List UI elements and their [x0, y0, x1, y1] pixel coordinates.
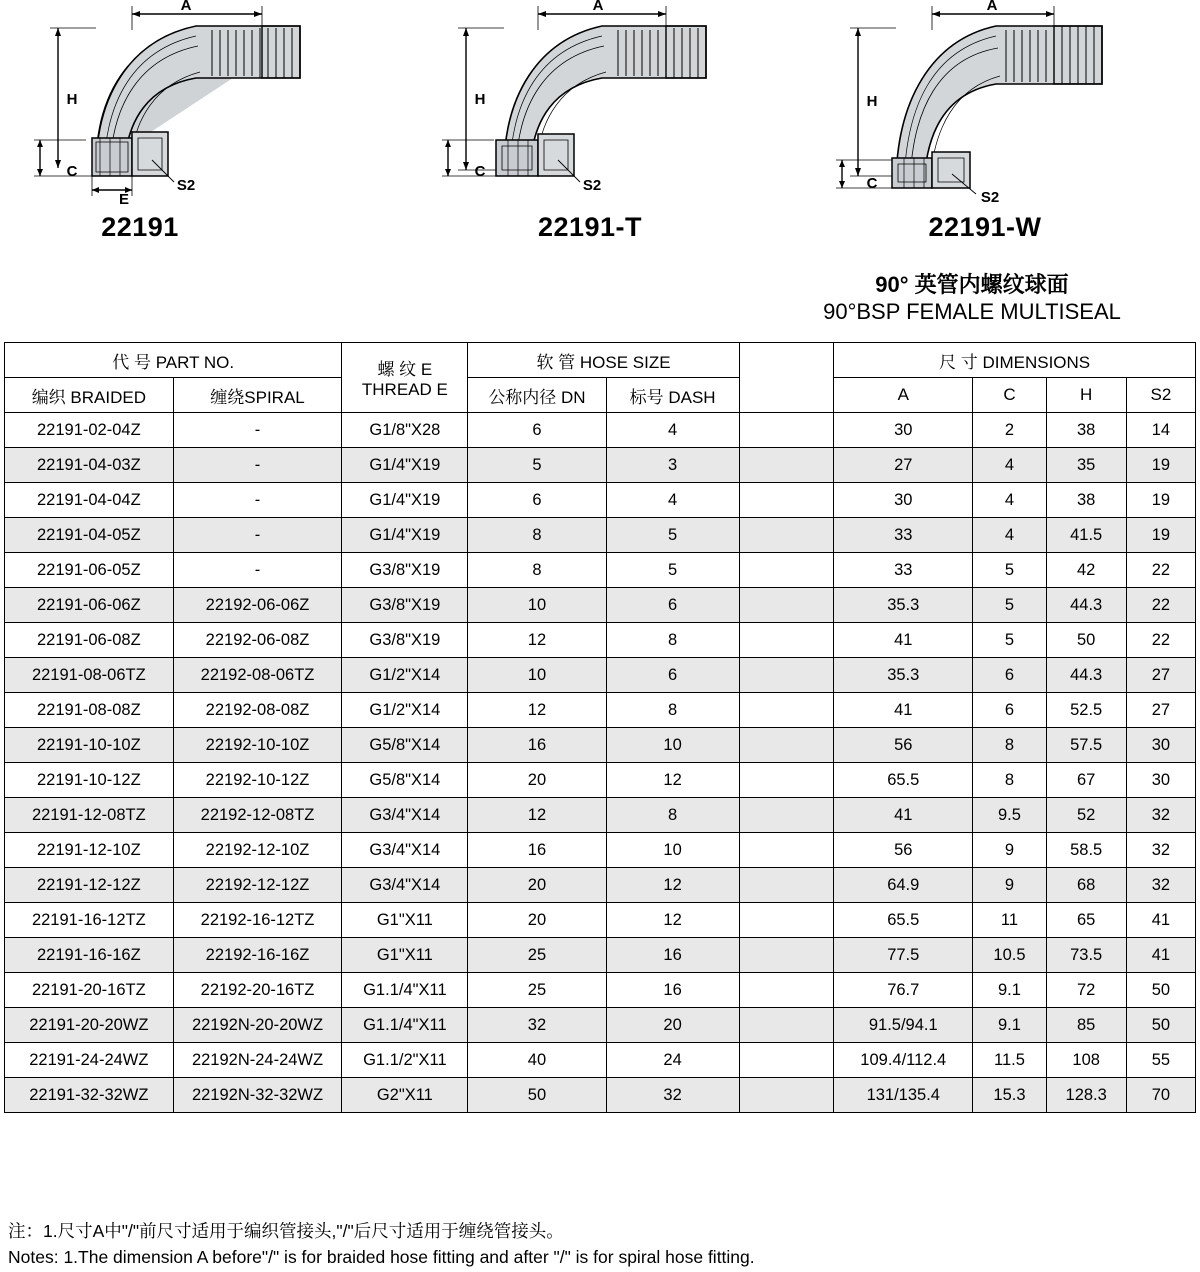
- cell-spacer: [739, 413, 834, 448]
- cell-braided: 22191-10-10Z: [5, 728, 174, 763]
- cell-spiral: 22192-12-08TZ: [173, 798, 342, 833]
- cell-a: 56: [834, 728, 973, 763]
- cell-c: 9.1: [973, 1008, 1046, 1043]
- cell-spacer: [739, 728, 834, 763]
- cell-s2: 22: [1126, 623, 1195, 658]
- cell-a: 109.4/112.4: [834, 1043, 973, 1078]
- cell-s2: 22: [1126, 553, 1195, 588]
- cell-a: 33: [834, 553, 973, 588]
- header-a: A: [834, 378, 973, 413]
- table-row: [5, 623, 1196, 658]
- cell-spacer: [739, 553, 834, 588]
- cell-thread: G3/4"X14: [342, 798, 468, 833]
- cell-a: 30: [834, 413, 973, 448]
- cell-s2: 70: [1126, 1078, 1195, 1113]
- cell-h: 50: [1046, 623, 1126, 658]
- cell-braided: 22191-06-06Z: [5, 588, 174, 623]
- cell-s2: 41: [1126, 903, 1195, 938]
- cell-h: 52.5: [1046, 693, 1126, 728]
- cell-spacer: [739, 1043, 834, 1078]
- cell-spiral: -: [173, 483, 342, 518]
- cell-dn: 8: [468, 518, 606, 553]
- cell-s2: 19: [1126, 448, 1195, 483]
- cell-dash: 5: [606, 518, 739, 553]
- cell-braided: 22191-08-08Z: [5, 693, 174, 728]
- header-thread-en: THREAD E: [361, 380, 448, 399]
- cell-h: 128.3: [1046, 1078, 1126, 1113]
- cell-s2: 41: [1126, 938, 1195, 973]
- note-cn: 注：1.尺寸A中"/"前尺寸适用于编织管接头,"/"后尺寸适用于缠绕管接头。: [8, 1221, 564, 1241]
- cell-dash: 12: [606, 903, 739, 938]
- cell-a: 41: [834, 623, 973, 658]
- cell-spiral: -: [173, 518, 342, 553]
- cell-spiral: -: [173, 553, 342, 588]
- table-row: [5, 693, 1196, 728]
- cell-thread: G1.1/4"X11: [342, 973, 468, 1008]
- cell-spacer: [739, 518, 834, 553]
- cell-s2: 32: [1126, 798, 1195, 833]
- cell-a: 131/135.4: [834, 1078, 973, 1113]
- header-dash: 标号 DASH: [606, 378, 739, 413]
- cell-thread: G1"X11: [342, 938, 468, 973]
- fitting-22191-illustration: [0, 0, 400, 212]
- cell-h: 67: [1046, 763, 1126, 798]
- cell-dash: 20: [606, 1008, 739, 1043]
- cell-dn: 16: [468, 728, 606, 763]
- cell-braided: 22191-06-08Z: [5, 623, 174, 658]
- cell-dn: 32: [468, 1008, 606, 1043]
- cell-c: 9: [973, 833, 1046, 868]
- header-dimensions: 尺 寸 DIMENSIONS: [834, 343, 1196, 378]
- cell-s2: 22: [1126, 588, 1195, 623]
- cell-thread: G3/8"X19: [342, 588, 468, 623]
- product-title-cn: 90° 英管内螺纹球面: [875, 272, 1069, 297]
- cell-c: 9.1: [973, 973, 1046, 1008]
- cell-braided: 22191-12-08TZ: [5, 798, 174, 833]
- table-row: [5, 728, 1196, 763]
- table-row: [5, 448, 1196, 483]
- cell-c: 9: [973, 868, 1046, 903]
- cell-spiral: 22192-20-16TZ: [173, 973, 342, 1008]
- dim-c-label: C: [866, 175, 878, 192]
- table-row: [5, 868, 1196, 903]
- cell-s2: 30: [1126, 728, 1195, 763]
- cell-spiral: -: [173, 448, 342, 483]
- cell-spacer: [739, 938, 834, 973]
- dim-a-label: A: [986, 0, 998, 14]
- cell-braided: 22191-08-06TZ: [5, 658, 174, 693]
- spec-table-head: [5, 343, 1196, 413]
- cell-c: 10.5: [973, 938, 1046, 973]
- dim-s2-label: S2: [582, 177, 602, 194]
- cell-thread: G1/4"X19: [342, 518, 468, 553]
- cell-h: 52: [1046, 798, 1126, 833]
- table-row: [5, 1078, 1196, 1113]
- cell-h: 73.5: [1046, 938, 1126, 973]
- cell-dash: 16: [606, 973, 739, 1008]
- cell-spiral: 22192-06-08Z: [173, 623, 342, 658]
- drawing-label-22191-t: 22191-T: [537, 212, 643, 242]
- cell-braided: 22191-04-04Z: [5, 483, 174, 518]
- cell-spacer: [739, 798, 834, 833]
- cell-thread: G1/8"X28: [342, 413, 468, 448]
- dim-a-label: A: [592, 0, 604, 14]
- product-title-en: 90°BSP FEMALE MULTISEAL: [823, 298, 1121, 324]
- notes-block: [8, 1218, 1192, 1271]
- cell-braided: 22191-20-16TZ: [5, 973, 174, 1008]
- cell-thread: G5/8"X14: [342, 728, 468, 763]
- cell-dn: 12: [468, 623, 606, 658]
- dim-h-label: H: [474, 91, 486, 108]
- cell-spacer: [739, 693, 834, 728]
- cell-a: 65.5: [834, 903, 973, 938]
- cell-spacer: [739, 903, 834, 938]
- cell-s2: 30: [1126, 763, 1195, 798]
- cell-a: 41: [834, 693, 973, 728]
- cell-s2: 32: [1126, 868, 1195, 903]
- cell-dn: 50: [468, 1078, 606, 1113]
- table-row: [5, 518, 1196, 553]
- cell-h: 65: [1046, 903, 1126, 938]
- cell-spiral: 22192-08-08Z: [173, 693, 342, 728]
- cell-thread: G1/2"X14: [342, 693, 468, 728]
- spec-table-sub-header-row: [5, 378, 1196, 413]
- cell-s2: 27: [1126, 658, 1195, 693]
- cell-dn: 8: [468, 553, 606, 588]
- cell-dash: 4: [606, 413, 739, 448]
- table-row: [5, 833, 1196, 868]
- cell-h: 72: [1046, 973, 1126, 1008]
- cell-h: 44.3: [1046, 588, 1126, 623]
- cell-dash: 6: [606, 658, 739, 693]
- cell-dash: 3: [606, 448, 739, 483]
- cell-thread: G1/2"X14: [342, 658, 468, 693]
- cell-spacer: [739, 623, 834, 658]
- table-row: [5, 588, 1196, 623]
- cell-spiral: 22192-12-12Z: [173, 868, 342, 903]
- cell-h: 38: [1046, 413, 1126, 448]
- cell-dash: 8: [606, 798, 739, 833]
- cell-spacer: [739, 448, 834, 483]
- cell-s2: 50: [1126, 973, 1195, 1008]
- cell-dn: 16: [468, 833, 606, 868]
- cell-s2: 14: [1126, 413, 1195, 448]
- cell-dash: 24: [606, 1043, 739, 1078]
- table-row: [5, 413, 1196, 448]
- cell-h: 44.3: [1046, 658, 1126, 693]
- cell-dash: 12: [606, 763, 739, 798]
- cell-dn: 10: [468, 588, 606, 623]
- cell-h: 68: [1046, 868, 1126, 903]
- cell-dash: 10: [606, 833, 739, 868]
- cell-dash: 12: [606, 868, 739, 903]
- cell-c: 6: [973, 658, 1046, 693]
- cell-h: 35: [1046, 448, 1126, 483]
- cell-a: 35.3: [834, 588, 973, 623]
- cell-dash: 8: [606, 693, 739, 728]
- cell-braided: 22191-16-12TZ: [5, 903, 174, 938]
- cell-dash: 6: [606, 588, 739, 623]
- table-row: [5, 903, 1196, 938]
- cell-spiral: 22192-16-12TZ: [173, 903, 342, 938]
- dim-c-label: C: [474, 163, 486, 180]
- cell-braided: 22191-20-20WZ: [5, 1008, 174, 1043]
- cell-thread: G1/4"X19: [342, 483, 468, 518]
- cell-spacer: [739, 1078, 834, 1113]
- cell-a: 30: [834, 483, 973, 518]
- cell-thread: G1.1/4"X11: [342, 1008, 468, 1043]
- spec-table: [4, 342, 1196, 1113]
- cell-spiral: 22192-10-10Z: [173, 728, 342, 763]
- cell-s2: 19: [1126, 518, 1195, 553]
- cell-dn: 12: [468, 798, 606, 833]
- table-row: [5, 483, 1196, 518]
- dim-s2-label: S2: [176, 177, 196, 194]
- cell-dash: 4: [606, 483, 739, 518]
- cell-h: 57.5: [1046, 728, 1126, 763]
- header-hose-size: 软 管 HOSE SIZE: [468, 343, 739, 378]
- cell-spiral: 22192N-32-32WZ: [173, 1078, 342, 1113]
- table-row: [5, 1008, 1196, 1043]
- cell-s2: 32: [1126, 833, 1195, 868]
- header-thread: [342, 343, 468, 413]
- cell-dn: 20: [468, 903, 606, 938]
- drawing-22191-t: [400, 0, 800, 320]
- cell-dash: 10: [606, 728, 739, 763]
- cell-spacer: [739, 868, 834, 903]
- cell-thread: G3/8"X19: [342, 623, 468, 658]
- cell-a: 33: [834, 518, 973, 553]
- cell-c: 5: [973, 588, 1046, 623]
- cell-spiral: 22192N-20-20WZ: [173, 1008, 342, 1043]
- note-en: Notes: 1.The dimension A before"/" is for braided hose fitting and after "/" is for spiral hose fitting.: [8, 1247, 755, 1268]
- table-row: [5, 1043, 1196, 1078]
- cell-dash: 8: [606, 623, 739, 658]
- cell-spacer: [739, 483, 834, 518]
- dim-h-label: H: [866, 93, 878, 110]
- cell-dn: 40: [468, 1043, 606, 1078]
- cell-a: 77.5: [834, 938, 973, 973]
- cell-h: 41.5: [1046, 518, 1126, 553]
- cell-dash: 16: [606, 938, 739, 973]
- cell-c: 4: [973, 483, 1046, 518]
- header-spiral: 缠绕SPIRAL: [173, 378, 342, 413]
- header-part-no: 代 号 PART NO.: [5, 343, 342, 378]
- cell-c: 6: [973, 693, 1046, 728]
- cell-thread: G1"X11: [342, 903, 468, 938]
- cell-c: 5: [973, 553, 1046, 588]
- header-dn: 公称内径 DN: [468, 378, 606, 413]
- cell-spiral: 22192-06-06Z: [173, 588, 342, 623]
- cell-braided: 22191-04-03Z: [5, 448, 174, 483]
- cell-h: 85: [1046, 1008, 1126, 1043]
- cell-dn: 12: [468, 693, 606, 728]
- dim-h-label: H: [66, 91, 78, 108]
- cell-c: 4: [973, 518, 1046, 553]
- cell-spacer: [739, 833, 834, 868]
- cell-spacer: [739, 973, 834, 1008]
- cell-braided: 22191-10-12Z: [5, 763, 174, 798]
- header-s2: S2: [1126, 378, 1195, 413]
- cell-thread: G3/4"X14: [342, 868, 468, 903]
- cell-spacer: [739, 588, 834, 623]
- cell-braided: 22191-04-05Z: [5, 518, 174, 553]
- spec-table-body: [5, 413, 1196, 1113]
- dim-c-label: C: [66, 163, 78, 180]
- cell-dn: 5: [468, 448, 606, 483]
- cell-s2: 27: [1126, 693, 1195, 728]
- table-row: [5, 658, 1196, 693]
- header-braided: 编织 BRAIDED: [5, 378, 174, 413]
- cell-spiral: 22192-16-16Z: [173, 938, 342, 973]
- cell-thread: G5/8"X14: [342, 763, 468, 798]
- cell-dn: 10: [468, 658, 606, 693]
- table-row: [5, 763, 1196, 798]
- cell-braided: 22191-32-32WZ: [5, 1078, 174, 1113]
- cell-spacer: [739, 763, 834, 798]
- cell-a: 41: [834, 798, 973, 833]
- cell-dn: 6: [468, 413, 606, 448]
- cell-a: 64.9: [834, 868, 973, 903]
- spec-table-wrap: [4, 342, 1196, 1113]
- cell-a: 76.7: [834, 973, 973, 1008]
- cell-c: 5: [973, 623, 1046, 658]
- header-h: H: [1046, 378, 1126, 413]
- table-row: [5, 973, 1196, 1008]
- cell-dash: 5: [606, 553, 739, 588]
- cell-c: 15.3: [973, 1078, 1046, 1113]
- fitting-22191-t-illustration: [400, 0, 800, 212]
- cell-a: 91.5/94.1: [834, 1008, 973, 1043]
- cell-c: 8: [973, 728, 1046, 763]
- dim-e-label: E: [118, 191, 130, 208]
- dim-a-label: A: [180, 0, 192, 14]
- product-title-block: [752, 272, 1192, 326]
- cell-braided: 22191-02-04Z: [5, 413, 174, 448]
- cell-thread: G1/4"X19: [342, 448, 468, 483]
- cell-spacer: [739, 1008, 834, 1043]
- cell-c: 8: [973, 763, 1046, 798]
- cell-c: 2: [973, 413, 1046, 448]
- spec-table-group-header-row: [5, 343, 1196, 378]
- header-c: C: [973, 378, 1046, 413]
- cell-a: 56: [834, 833, 973, 868]
- cell-thread: G1.1/2"X11: [342, 1043, 468, 1078]
- cell-braided: 22191-06-05Z: [5, 553, 174, 588]
- cell-dash: 32: [606, 1078, 739, 1113]
- cell-a: 65.5: [834, 763, 973, 798]
- drawing-label-22191: 22191: [101, 212, 179, 242]
- cell-c: 11: [973, 903, 1046, 938]
- cell-thread: G2"X11: [342, 1078, 468, 1113]
- drawing-22191: [0, 0, 400, 320]
- cell-spacer: [739, 658, 834, 693]
- cell-a: 35.3: [834, 658, 973, 693]
- cell-braided: 22191-24-24WZ: [5, 1043, 174, 1078]
- cell-spiral: -: [173, 413, 342, 448]
- dim-s2-label: S2: [980, 189, 1000, 206]
- header-thread-cn: 螺 纹 E: [377, 360, 433, 379]
- cell-c: 9.5: [973, 798, 1046, 833]
- cell-h: 42: [1046, 553, 1126, 588]
- cell-h: 38: [1046, 483, 1126, 518]
- cell-spiral: 22192-08-06TZ: [173, 658, 342, 693]
- cell-dn: 25: [468, 973, 606, 1008]
- cell-dn: 20: [468, 763, 606, 798]
- cell-h: 58.5: [1046, 833, 1126, 868]
- cell-dn: 20: [468, 868, 606, 903]
- cell-braided: 22191-12-10Z: [5, 833, 174, 868]
- cell-h: 108: [1046, 1043, 1126, 1078]
- cell-s2: 55: [1126, 1043, 1195, 1078]
- cell-c: 11.5: [973, 1043, 1046, 1078]
- table-row: [5, 798, 1196, 833]
- table-row: [5, 938, 1196, 973]
- drawing-label-22191-w: 22191-W: [928, 212, 1042, 242]
- cell-s2: 50: [1126, 1008, 1195, 1043]
- cell-thread: G3/4"X14: [342, 833, 468, 868]
- cell-a: 27: [834, 448, 973, 483]
- cell-braided: 22191-12-12Z: [5, 868, 174, 903]
- cell-spiral: 22192-10-12Z: [173, 763, 342, 798]
- cell-dn: 6: [468, 483, 606, 518]
- fitting-22191-w-illustration: [800, 0, 1200, 212]
- cell-spiral: 22192-12-10Z: [173, 833, 342, 868]
- header-blank-spacer: [739, 343, 834, 413]
- cell-s2: 19: [1126, 483, 1195, 518]
- cell-thread: G3/8"X19: [342, 553, 468, 588]
- cell-c: 4: [973, 448, 1046, 483]
- cell-braided: 22191-16-16Z: [5, 938, 174, 973]
- cell-spiral: 22192N-24-24WZ: [173, 1043, 342, 1078]
- cell-dn: 25: [468, 938, 606, 973]
- table-row: [5, 553, 1196, 588]
